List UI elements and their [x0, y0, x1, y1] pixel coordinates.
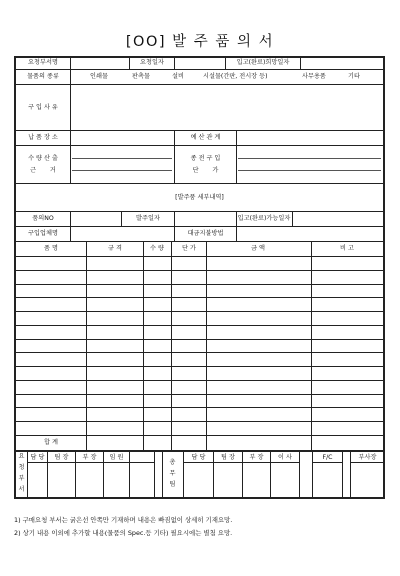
- divider: [27, 462, 154, 463]
- item-type-option[interactable]: 인쇄물: [90, 73, 108, 80]
- divider: [312, 462, 342, 463]
- request-dept-char: 요: [18, 453, 25, 460]
- divider: [154, 450, 155, 498]
- table-row-line: [14, 394, 385, 395]
- table-row-line: [14, 270, 385, 271]
- table-row-line: [14, 256, 385, 257]
- signature-box[interactable]: [48, 464, 75, 497]
- table-col-line: [311, 241, 312, 450]
- col-header-amount: 금 액: [251, 245, 265, 252]
- prev-price-line: [238, 170, 381, 171]
- divider: [299, 450, 300, 498]
- request-dept-char: 서: [18, 486, 25, 493]
- table-row-line: [14, 311, 385, 312]
- approver-role: 담 당: [191, 454, 206, 461]
- item-type-option[interactable]: 설비: [172, 73, 184, 80]
- divider: [350, 462, 384, 463]
- divider: [70, 56, 71, 96]
- divider: [236, 130, 237, 183]
- table-row-line: [14, 421, 385, 422]
- table-col-line: [171, 241, 172, 450]
- table-col-line: [206, 241, 207, 450]
- item-type-option[interactable]: 시설물(간판, 전시장 등): [203, 73, 268, 80]
- approver-role: 담 당: [30, 454, 45, 461]
- basis-line: [72, 170, 172, 171]
- table-row-line: [14, 325, 385, 326]
- border-right: [383, 56, 385, 499]
- prev-price-line: [238, 158, 381, 159]
- approver-role: 부사장: [358, 454, 377, 461]
- signature-box[interactable]: [184, 464, 213, 497]
- request-date-label: 요청일자: [140, 59, 164, 66]
- order-no-label: 품의NO: [32, 215, 54, 222]
- quantity-basis-label-2: 근 거: [30, 167, 56, 174]
- reason-value[interactable]: [72, 86, 382, 129]
- border-left: [14, 56, 16, 499]
- divider: [14, 241, 385, 242]
- signature-box[interactable]: [76, 464, 103, 497]
- item-type-option[interactable]: 기타: [348, 73, 360, 80]
- budget-label: 예 산 관 계: [190, 134, 221, 141]
- vendor-label: 구입업체명: [28, 230, 58, 237]
- signature-box[interactable]: [104, 464, 129, 497]
- footnote: 2) 상기 내용 이외에 추가할 내용(물품의 Spec.등 기타) 필요시에는 별첨 요망.: [14, 529, 233, 537]
- table-row-line: [14, 339, 385, 340]
- table-row-line: [14, 450, 385, 452]
- avail-date-label: 입고(완료)가능일자: [237, 215, 291, 222]
- prev-price-label: 종 전 구 입: [190, 155, 221, 162]
- table-row-line: [14, 284, 385, 285]
- table-row-line: [14, 366, 385, 367]
- in-charge-char: 무: [169, 470, 176, 477]
- table-row-line: [14, 297, 385, 298]
- footnote: 1) 구매요청 부서는 굵은선 안쪽만 기재하며 내용은 빠짐없이 상세히 기재요망.: [14, 516, 233, 524]
- signature-box[interactable]: [351, 464, 384, 497]
- in-charge-char: 팀: [169, 481, 176, 488]
- wish-date-label: 입고(완료)희망일자: [236, 59, 290, 66]
- divider: [342, 450, 343, 498]
- divider: [183, 462, 299, 463]
- col-header-item-name: 품 명: [44, 245, 58, 252]
- signature-box[interactable]: [271, 464, 299, 497]
- table-row-line: [14, 435, 385, 436]
- table-row-line: [14, 352, 385, 353]
- approver-role: 팀 장: [221, 454, 235, 461]
- basis-line: [72, 158, 172, 159]
- approver-role: 팀 장: [54, 454, 69, 461]
- divider: [292, 211, 293, 226]
- divider: [70, 96, 71, 184]
- signature-box[interactable]: [313, 464, 342, 497]
- reason-label: 구 입 사 유: [28, 104, 58, 111]
- col-header-quantity: 수 량: [150, 245, 164, 252]
- delivery-label: 납 품 장 소: [28, 134, 58, 141]
- col-header-remarks: 비 고: [340, 245, 354, 252]
- prev-price-label-2: 단 가: [192, 167, 219, 174]
- col-header-spec: 규 격: [108, 245, 122, 252]
- divider: [174, 56, 175, 69]
- signature-box[interactable]: [243, 464, 270, 497]
- approver-role: 임 원: [109, 454, 124, 461]
- request-dept-char: 청: [18, 464, 25, 471]
- border-bottom: [14, 497, 385, 499]
- divider: [70, 211, 71, 241]
- approver-role: 부 장: [82, 454, 97, 461]
- signature-box[interactable]: [28, 464, 47, 497]
- order-date-label: 발주일자: [136, 215, 160, 222]
- in-charge-char: 총: [169, 459, 176, 466]
- table-col-line: [143, 241, 144, 450]
- signature-box[interactable]: [214, 464, 242, 497]
- approver-role: 부 장: [249, 454, 264, 461]
- divider: [129, 450, 130, 498]
- col-header-unit-price: 단 가: [182, 245, 196, 252]
- approver-role: 이 사: [278, 454, 292, 461]
- quantity-basis-label: 수 량 산 출: [28, 155, 58, 162]
- payment-method-label: 대금지불방법: [187, 230, 224, 237]
- detail-title: [발주품 세부내역]: [175, 194, 224, 201]
- table-row-line: [14, 380, 385, 381]
- approver-role: F/C: [322, 454, 333, 461]
- item-type-label: 물품의 종류: [27, 73, 59, 80]
- divider: [300, 56, 301, 69]
- form-title: [OO] 발 주 품 의 서: [125, 34, 275, 50]
- item-type-option[interactable]: 사무용품: [302, 73, 326, 80]
- total-label: 합 계: [44, 439, 58, 446]
- item-type-option[interactable]: 판촉물: [132, 73, 150, 80]
- table-col-line: [86, 241, 87, 450]
- table-row-line: [14, 407, 385, 408]
- request-dept-label: 요청부서명: [28, 59, 58, 66]
- request-dept-char: 부: [18, 475, 25, 482]
